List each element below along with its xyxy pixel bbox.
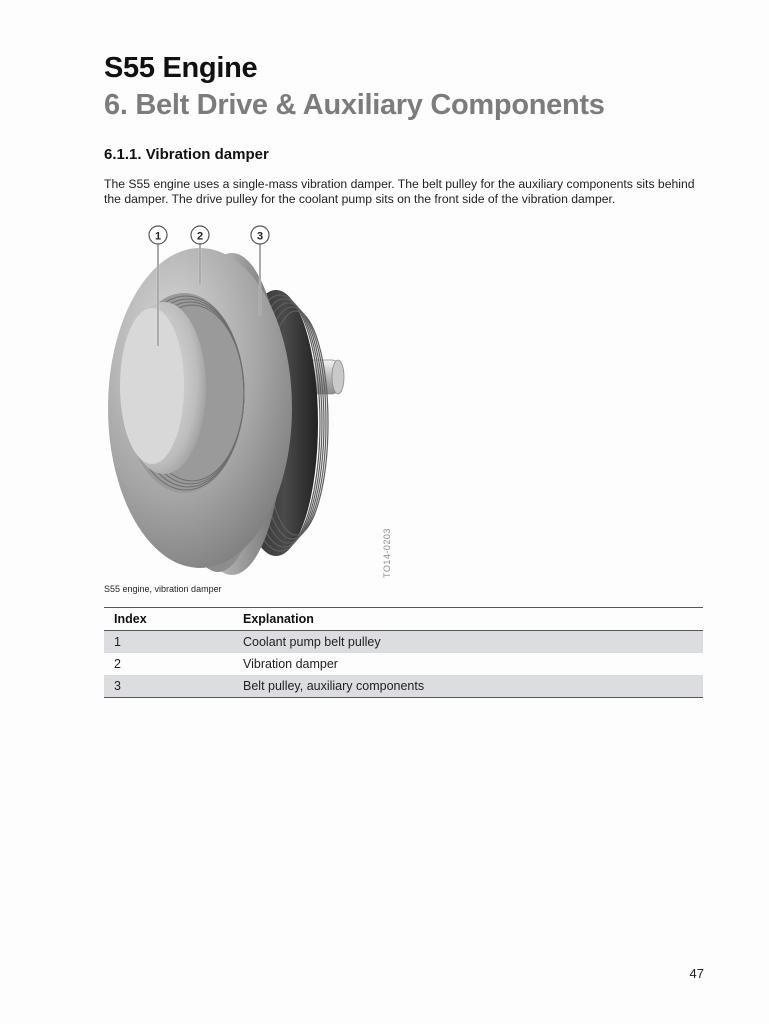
row-explanation: Vibration damper bbox=[243, 657, 338, 671]
table-row bbox=[104, 653, 703, 675]
vibration-damper-illustration bbox=[100, 218, 420, 583]
table-row bbox=[104, 675, 703, 698]
row-explanation: Belt pulley, auxiliary components bbox=[243, 675, 703, 698]
table-row bbox=[104, 631, 703, 654]
callout-3 bbox=[251, 226, 269, 244]
chapter-title: 6. Belt Drive & Auxiliary Components bbox=[104, 89, 605, 121]
table-header-row bbox=[104, 608, 703, 631]
row-index: 3 bbox=[104, 675, 243, 698]
index-legend-table bbox=[104, 607, 703, 698]
section-heading: 6.1.1. Vibration damper bbox=[104, 146, 269, 163]
section-body-text: The S55 engine uses a single-mass vibration damper. The belt pulley for the auxiliary components sits behind the damper. The drive pulley for the coolant pump sits on the front side of the vibration damper. bbox=[104, 177, 695, 206]
row-index: 2 bbox=[114, 657, 121, 671]
document-title: S55 Engine bbox=[104, 52, 258, 84]
figure-reference-code: TO14-0203 bbox=[382, 528, 392, 578]
row-index: 1 bbox=[104, 631, 243, 654]
svg-text:1: 1 bbox=[154, 230, 162, 243]
svg-text:3: 3 bbox=[256, 230, 264, 243]
row-explanation: Coolant pump belt pulley bbox=[243, 631, 703, 654]
callout-1 bbox=[149, 226, 167, 244]
index-column-header: Index bbox=[104, 608, 243, 631]
page-number: 47 bbox=[689, 966, 704, 981]
figure-caption: S55 engine, vibration damper bbox=[104, 584, 222, 594]
explanation-column-header: Explanation bbox=[243, 608, 703, 631]
svg-text:2: 2 bbox=[196, 230, 204, 243]
vibration-damper-figure bbox=[100, 218, 420, 583]
callout-2 bbox=[191, 226, 209, 244]
